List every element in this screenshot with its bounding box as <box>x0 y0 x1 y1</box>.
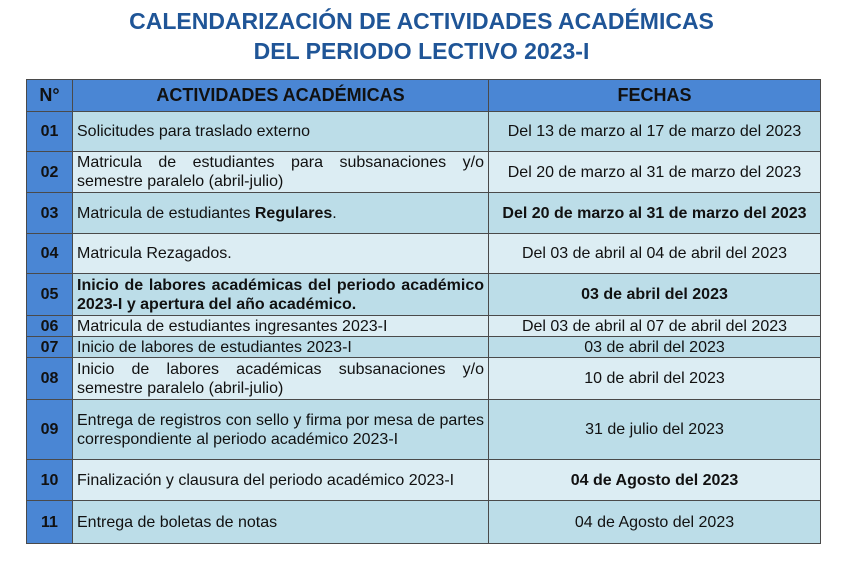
row-activity: Entrega de registros con sello y firma por mesa de partes correspondiente al periodo académico 2023-I <box>73 400 489 460</box>
row-num: 11 <box>27 501 73 544</box>
row-activity: Solicitudes para traslado externo <box>73 112 489 152</box>
row-activity <box>73 193 489 234</box>
row-num: 09 <box>27 400 73 460</box>
row-activity: Matricula de estudiantes para subsanaciones y/o semestre paralelo (abril-julio) <box>73 152 489 193</box>
table-header-row <box>27 80 821 112</box>
row-activity: Inicio de labores académicas del periodo académico 2023-I y apertura del año académico. <box>73 274 489 316</box>
row-date: 04 de Agosto del 2023 <box>489 460 821 501</box>
title-line-1: CALENDARIZACIÓN DE ACTIVIDADES ACADÉMICAS <box>129 8 714 34</box>
row-date: Del 03 de abril al 07 de abril del 2023 <box>489 316 821 337</box>
row-num: 07 <box>27 337 73 358</box>
row-date: 31 de julio del 2023 <box>489 400 821 460</box>
row-date: 03 de abril del 2023 <box>489 337 821 358</box>
row-activity: Matricula Rezagados. <box>73 234 489 274</box>
table-row <box>27 274 821 316</box>
row-date: 10 de abril del 2023 <box>489 358 821 400</box>
table-row <box>27 112 821 152</box>
row-activity: Matricula de estudiantes ingresantes 2023-I <box>73 316 489 337</box>
title-line-2: DEL PERIODO LECTIVO 2023-I <box>253 38 590 64</box>
row-num: 10 <box>27 460 73 501</box>
calendar-table <box>26 79 821 544</box>
header-num: N° <box>27 80 73 112</box>
row-num: 04 <box>27 234 73 274</box>
row-activity: Inicio de labores académicas subsanaciones y/o semestre paralelo (abril-julio) <box>73 358 489 400</box>
row-activity: Finalización y clausura del periodo académico 2023-I <box>73 460 489 501</box>
table-row <box>27 460 821 501</box>
row-num: 06 <box>27 316 73 337</box>
header-activity: ACTIVIDADES ACADÉMICAS <box>73 80 489 112</box>
table-row <box>27 152 821 193</box>
table-row <box>27 316 821 337</box>
table-row <box>27 501 821 544</box>
row-num: 01 <box>27 112 73 152</box>
row-date: 04 de Agosto del 2023 <box>489 501 821 544</box>
header-dates: FECHAS <box>489 80 821 112</box>
row-date: Del 03 de abril al 04 de abril del 2023 <box>489 234 821 274</box>
table-row <box>27 400 821 460</box>
row-num: 08 <box>27 358 73 400</box>
table-row <box>27 358 821 400</box>
row-date: Del 13 de marzo al 17 de marzo del 2023 <box>489 112 821 152</box>
row-activity: Entrega de boletas de notas <box>73 501 489 544</box>
row-num: 05 <box>27 274 73 316</box>
row-activity: Inicio de labores de estudiantes 2023-I <box>73 337 489 358</box>
row-date: Del 20 de marzo al 31 de marzo del 2023 <box>489 152 821 193</box>
activity-prefix: Matricula de estudiantes <box>77 204 255 222</box>
row-date: 03 de abril del 2023 <box>489 274 821 316</box>
table-row <box>27 193 821 234</box>
row-num: 02 <box>27 152 73 193</box>
row-num: 03 <box>27 193 73 234</box>
activity-suffix: . <box>332 204 337 222</box>
activity-bold: Regulares <box>254 204 333 222</box>
table-row <box>27 337 821 358</box>
page-title <box>0 6 843 66</box>
table-row <box>27 234 821 274</box>
row-date: Del 20 de marzo al 31 de marzo del 2023 <box>489 193 821 234</box>
